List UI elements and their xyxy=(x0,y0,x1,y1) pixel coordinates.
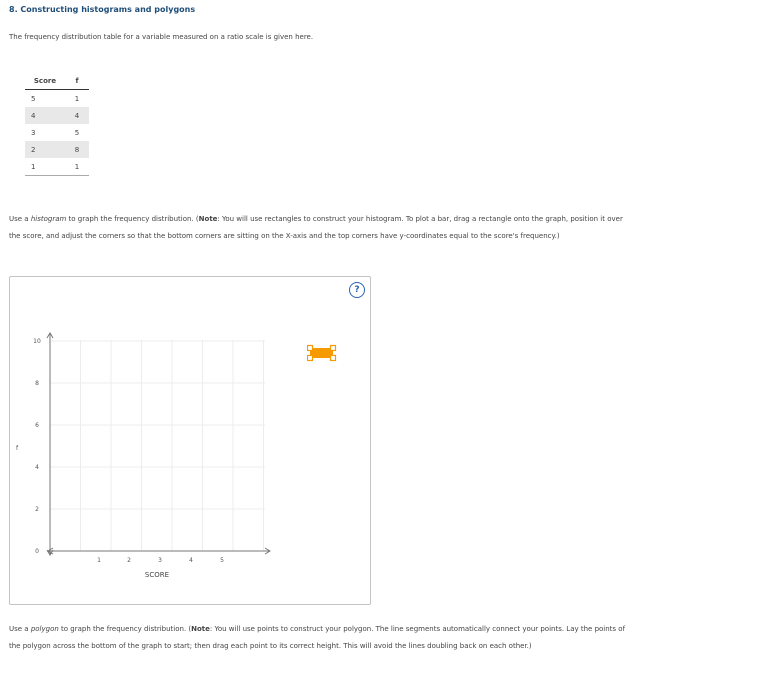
y-tick-label: 2 xyxy=(35,506,39,513)
instruction-text: Use a xyxy=(9,625,31,633)
table-cell-f: 1 xyxy=(74,94,80,103)
table-cell-f: 4 xyxy=(65,107,89,124)
y-tick-label: 10 xyxy=(33,338,41,345)
y-axis-label: f xyxy=(15,445,19,452)
question-title: 8. Constructing histograms and polygons xyxy=(9,5,196,14)
table-header-f: f xyxy=(65,74,89,90)
x-tick-label: 5 xyxy=(220,557,224,564)
instruction-text: to graph the frequency distribution. ( xyxy=(66,215,199,223)
table-cell-f: 5 xyxy=(74,128,80,137)
intro-text: The frequency distribution table for a variable measured on a ratio scale is given here. xyxy=(9,33,314,41)
x-axis-label: SCORE xyxy=(144,571,170,579)
table-cell-score: 2 xyxy=(25,141,65,158)
y-tick-label: 6 xyxy=(35,422,39,429)
table-header-score: Score xyxy=(25,74,65,90)
y-tick-label: 0 xyxy=(35,548,39,555)
table-cell-score: 3 xyxy=(31,128,36,137)
x-tick-label: 3 xyxy=(158,557,162,564)
polygon-instructions xyxy=(9,621,629,654)
table-cell-score: 4 xyxy=(25,107,65,124)
note-label: Note xyxy=(198,215,218,223)
x-tick-label: 2 xyxy=(127,557,131,564)
y-tick-label: 8 xyxy=(35,380,39,387)
instruction-text: : You will use rectangles to construct your histogram. To plot a bar, drag a rectangle onto the graph, position it over the score, and adjust the corners so that the bottom corners are sitting on the X-axis and the top corners have y-coordinates equal to the score's frequency.) xyxy=(9,215,623,240)
instruction-text: to graph the frequency distribution. ( xyxy=(58,625,192,633)
table-cell-score: 5 xyxy=(31,94,36,103)
instruction-emphasis: polygon xyxy=(30,625,59,633)
note-label: Note xyxy=(191,625,210,633)
rectangle-tool-icon[interactable] xyxy=(307,344,337,362)
instruction-emphasis: histogram xyxy=(30,215,67,223)
y-tick-label: 4 xyxy=(35,464,39,471)
instruction-text: Use a xyxy=(9,215,31,223)
table-cell-f: 1 xyxy=(65,158,89,176)
table-cell-score: 1 xyxy=(25,158,65,176)
instruction-text: : You will use points to construct your polygon. The line segments automatically connect your points. Lay the points of the polygon across the bottom of the graph to start; then drag each point to its correct height. This will avoid the lines doubling back on each other.) xyxy=(9,625,626,650)
grid xyxy=(50,340,265,551)
help-button[interactable]: ? xyxy=(349,282,365,298)
tick-labels xyxy=(33,338,224,564)
x-tick-label: 1 xyxy=(97,557,101,564)
table-cell-f: 8 xyxy=(65,141,89,158)
x-tick-label: 4 xyxy=(189,557,193,564)
